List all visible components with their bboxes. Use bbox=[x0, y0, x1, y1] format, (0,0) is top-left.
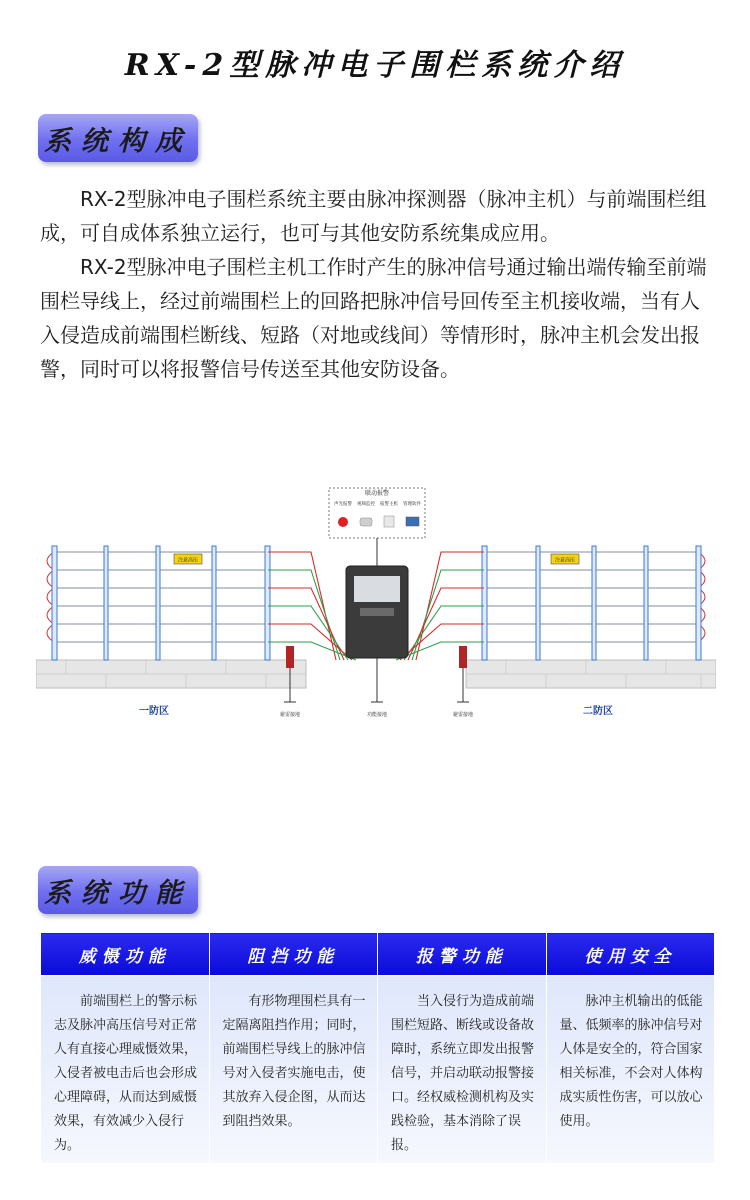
siren-icon bbox=[338, 517, 348, 527]
camera-icon bbox=[360, 518, 372, 526]
monitor-icon bbox=[406, 517, 419, 526]
alarm-host-icon bbox=[384, 516, 394, 527]
column-text-blocking: 有形物理围栏具有一定隔离阻挡作用；同时，前端围栏导线上的脉冲信号对入侵者实施电击，使其放弃入侵企图，从而达到阻挡效果。 bbox=[209, 976, 378, 1164]
intro-paragraph-1: RX-2型脉冲电子围栏系统主要由脉冲探测器（脉冲主机）与前端围栏组成，可自成体系独立运行，也可与其他安防系统集成应用。 bbox=[40, 187, 707, 245]
system-diagram bbox=[36, 480, 716, 725]
ground-label-left: 避雷接地 bbox=[279, 712, 301, 718]
linkage-title: 联动报警 bbox=[364, 490, 390, 497]
linkage-item-alarm-host: 报警主机 bbox=[380, 502, 398, 507]
arrester-left bbox=[286, 646, 294, 668]
ground-label-right: 避雷接地 bbox=[452, 712, 474, 718]
zone-1-label: 一防区 bbox=[139, 706, 169, 717]
functions-body-row bbox=[41, 976, 715, 1164]
zone-2-label: 二防区 bbox=[583, 706, 613, 717]
column-title-blocking: 阻挡功能 bbox=[209, 933, 378, 976]
arrester-right bbox=[459, 646, 467, 668]
intro-paragraph-2: RX-2型脉冲电子围栏主机工作时产生的脉冲信号通过输出端传输至前端围栏导线上，经过前端围栏上的回路把脉冲信号回传至主机接收端，当有人入侵造成前端围栏断线、短路（对地或线间）等情形时，脉冲主机会发出报警，同时可以将报警信号传送至其他安防设备。 bbox=[40, 255, 707, 381]
column-title-alarm: 报警功能 bbox=[378, 933, 547, 976]
column-text-alarm: 当入侵行为造成前端围栏短路、断线或设备故障时，系统立即发出报警信号，并启动联动报警接口。经权威检测机构及实践检验，基本消除了误报。 bbox=[378, 976, 547, 1164]
linkage-item-software: 管理软件 bbox=[403, 502, 421, 507]
section-badge-system-functions: 系统功能 bbox=[38, 866, 198, 914]
svg-text:注意高压: 注意高压 bbox=[554, 557, 576, 564]
intro-text bbox=[40, 182, 712, 386]
page-title: RX-2型脉冲电子围栏系统介绍 bbox=[124, 48, 626, 83]
functions-header-row bbox=[41, 933, 715, 976]
column-title-safety: 使用安全 bbox=[546, 933, 715, 976]
column-text-deterrence: 前端围栏上的警示标志及脉冲高压信号对正常人有直接心理威慑效果，入侵者被电击后也会形成心理障碍，从而达到威慑效果，有效减少入侵行为。 bbox=[41, 976, 210, 1164]
column-title-deterrence: 威慑功能 bbox=[41, 933, 210, 976]
section-badge-system-composition: 系统构成 bbox=[38, 114, 198, 162]
column-text-safety: 脉冲主机输出的低能量、低频率的脉冲信号对人体是安全的，符合国家相关标准，不会对人体构成实质性伤害，可以放心使用。 bbox=[546, 976, 715, 1164]
ground-label-center: 功能接地 bbox=[366, 712, 388, 718]
linkage-item-sound-light: 声光报警 bbox=[334, 502, 352, 507]
linkage-item-video: 视频监控 bbox=[357, 502, 375, 507]
svg-text:注意高压: 注意高压 bbox=[177, 557, 199, 564]
functions-table bbox=[40, 932, 715, 1164]
